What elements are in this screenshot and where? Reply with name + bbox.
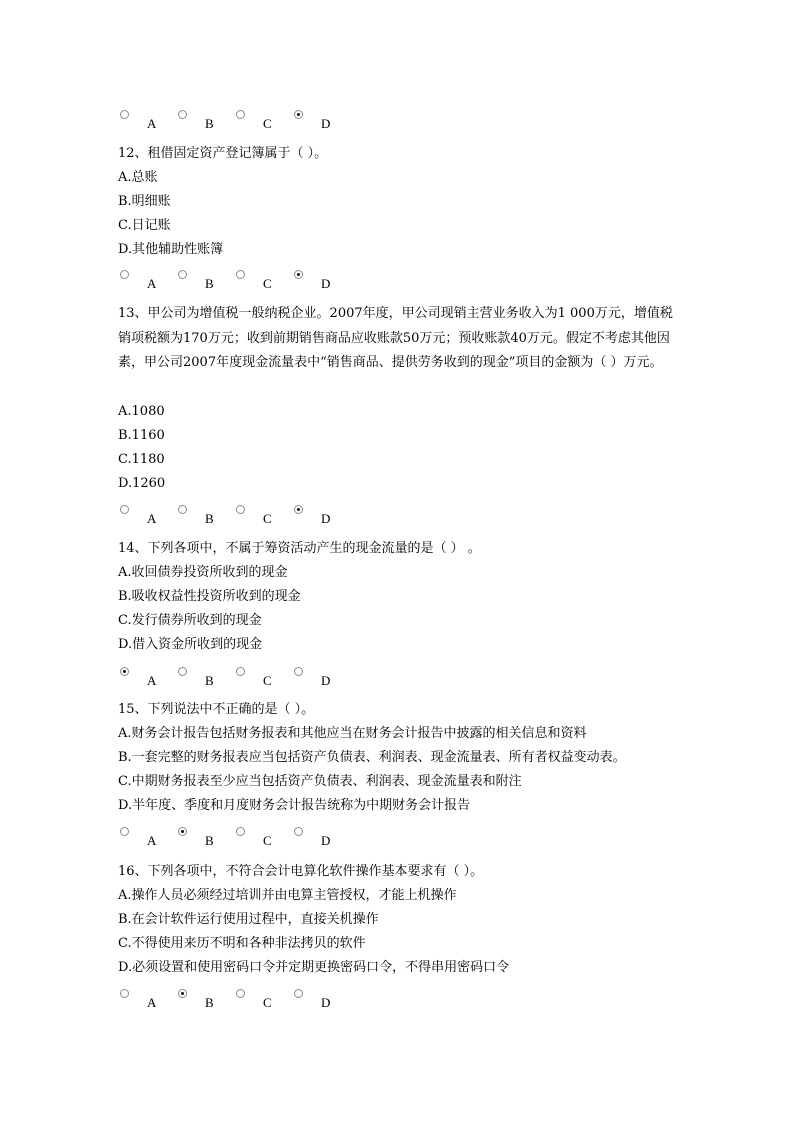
q12-option-c[interactable] bbox=[236, 270, 286, 292]
q15-radio-a[interactable] bbox=[120, 827, 129, 836]
q16-choice-b: B.在会计软件运行使用过程中，直接关机操作 bbox=[118, 912, 379, 927]
q12-option-b[interactable] bbox=[178, 270, 228, 292]
q15-option-d[interactable] bbox=[294, 827, 344, 849]
q13-option-d[interactable] bbox=[294, 505, 344, 527]
q15-option-d-label: D bbox=[321, 833, 331, 848]
q16-radio-a[interactable] bbox=[120, 989, 129, 998]
q15-option-b-label: B bbox=[205, 833, 214, 848]
q16-option-c[interactable] bbox=[236, 989, 286, 1011]
q15-answer-options bbox=[120, 827, 360, 849]
q16-answer-options bbox=[120, 989, 360, 1011]
q11-radio-a[interactable] bbox=[120, 110, 129, 119]
q16-option-d[interactable] bbox=[294, 989, 344, 1011]
q13-option-c-label: C bbox=[263, 511, 272, 526]
q15-question-text: 15、下列说法中不正确的是（ ）。 bbox=[118, 702, 315, 717]
q15-choice-d: D.半年度、季度和月度财务会计报告统称为中期财务会计报告 bbox=[118, 798, 471, 813]
q16-option-b-label: B bbox=[205, 995, 214, 1010]
q16-option-b[interactable] bbox=[178, 989, 228, 1011]
q13-option-b[interactable] bbox=[178, 505, 228, 527]
q14-option-a-label: A bbox=[147, 673, 157, 688]
q16-radio-b[interactable] bbox=[178, 989, 187, 998]
q11-radio-c[interactable] bbox=[236, 110, 245, 119]
q14-option-a[interactable] bbox=[120, 667, 170, 689]
q12-option-d[interactable] bbox=[294, 270, 344, 292]
q15-option-b[interactable] bbox=[178, 827, 228, 849]
q13-radio-b[interactable] bbox=[178, 505, 187, 514]
q15-choice-a: A.财务会计报告包括财务报表和其他应当在财务会计报告中披露的相关信息和资料 bbox=[118, 726, 587, 741]
q15-choice-c: C.中期财务报表至少应当包括资产负债表、利润表、现金流量表和附注 bbox=[118, 774, 522, 789]
q13-choice-d: D.1260 bbox=[118, 476, 166, 491]
q14-option-c-label: C bbox=[263, 673, 272, 688]
q12-radio-a[interactable] bbox=[120, 270, 129, 279]
q11-option-c[interactable] bbox=[236, 110, 286, 132]
q13-radio-c[interactable] bbox=[236, 505, 245, 514]
q16-option-d-label: D bbox=[321, 995, 331, 1010]
q13-answer-options bbox=[120, 505, 360, 527]
q15-radio-c[interactable] bbox=[236, 827, 245, 836]
q13-radio-d[interactable] bbox=[294, 505, 303, 514]
q12-radio-c[interactable] bbox=[236, 270, 245, 279]
q13-option-d-label: D bbox=[321, 511, 331, 526]
q13-choice-b: B.1160 bbox=[118, 428, 165, 443]
q11-option-a[interactable] bbox=[120, 110, 170, 132]
q12-choice-d: D.其他辅助性账簿 bbox=[118, 242, 224, 257]
q11-radio-d[interactable] bbox=[294, 110, 303, 119]
q16-choice-d: D.必须设置和使用密码口令并定期更换密码口令，不得串用密码口令 bbox=[118, 960, 510, 975]
q11-answer-options bbox=[120, 110, 360, 132]
q12-radio-b[interactable] bbox=[178, 270, 187, 279]
q11-radio-b[interactable] bbox=[178, 110, 187, 119]
q11-option-a-label: A bbox=[147, 116, 157, 131]
q11-option-b[interactable] bbox=[178, 110, 228, 132]
q12-option-a[interactable] bbox=[120, 270, 170, 292]
q16-option-a-label: A bbox=[147, 995, 157, 1010]
q14-choice-c: C.发行债券所收到的现金 bbox=[118, 613, 262, 628]
q16-question-text: 16、下列各项中，不符合会计电算化软件操作基本要求有（ ）。 bbox=[118, 864, 484, 879]
q12-radio-d[interactable] bbox=[294, 270, 303, 279]
q12-option-b-label: B bbox=[205, 276, 214, 291]
q12-question-text: 12、租借固定资产登记簿属于（ ）。 bbox=[118, 146, 328, 161]
q16-radio-c[interactable] bbox=[236, 989, 245, 998]
q14-question-text: 14、下列各项中，不属于筹资活动产生的现金流量的是（ ） 。 bbox=[118, 541, 481, 556]
q13-option-a[interactable] bbox=[120, 505, 170, 527]
q12-choice-b: B.明细账 bbox=[118, 194, 171, 209]
q11-option-b-label: B bbox=[205, 116, 214, 131]
q15-option-c[interactable] bbox=[236, 827, 286, 849]
q12-choice-c: C.日记账 bbox=[118, 218, 171, 233]
q13-option-c[interactable] bbox=[236, 505, 286, 527]
q12-option-d-label: D bbox=[321, 276, 331, 291]
q14-option-b-label: B bbox=[205, 673, 214, 688]
q13-option-b-label: B bbox=[205, 511, 214, 526]
q13-option-a-label: A bbox=[147, 511, 157, 526]
q14-radio-a[interactable] bbox=[120, 667, 129, 676]
q16-option-c-label: C bbox=[263, 995, 272, 1010]
q13-radio-a[interactable] bbox=[120, 505, 129, 514]
q11-option-d[interactable] bbox=[294, 110, 344, 132]
q15-radio-b[interactable] bbox=[178, 827, 187, 836]
q16-choice-a: A.操作人员必须经过培训并由电算主管授权，才能上机操作 bbox=[118, 888, 457, 903]
q11-option-c-label: C bbox=[263, 116, 272, 131]
q15-option-a-label: A bbox=[147, 833, 157, 848]
q14-answer-options bbox=[120, 667, 360, 689]
q14-choice-d: D.借入资金所收到的现金 bbox=[118, 637, 263, 652]
q14-option-d-label: D bbox=[321, 673, 331, 688]
q16-option-a[interactable] bbox=[120, 989, 170, 1011]
q14-choice-b: B.吸收权益性投资所收到的现金 bbox=[118, 589, 301, 604]
q12-answer-options bbox=[120, 270, 360, 292]
q12-choice-a: A.总账 bbox=[118, 170, 158, 185]
q16-radio-d[interactable] bbox=[294, 989, 303, 998]
q14-radio-d[interactable] bbox=[294, 667, 303, 676]
q11-option-d-label: D bbox=[321, 116, 331, 131]
q16-choice-c: C.不得使用来历不明和各种非法拷贝的软件 bbox=[118, 936, 366, 951]
q14-option-b[interactable] bbox=[178, 667, 228, 689]
q12-option-c-label: C bbox=[263, 276, 272, 291]
q14-option-c[interactable] bbox=[236, 667, 286, 689]
q14-choice-a: A.收回债券投资所收到的现金 bbox=[118, 565, 288, 580]
q15-option-c-label: C bbox=[263, 833, 272, 848]
q13-choice-c: C.1180 bbox=[118, 452, 165, 467]
q12-option-a-label: A bbox=[147, 276, 157, 291]
q14-radio-b[interactable] bbox=[178, 667, 187, 676]
q15-radio-d[interactable] bbox=[294, 827, 303, 836]
q13-question-text: 13、甲公司为增值税一般纳税企业。2007年度，甲公司现销主营业务收入为1 000万元，增值税销项税额为170万元；收到前期销售商品应收账款50万元；预收账款40万元。假定不考虑其他因素，甲公司2007年度现金流量表中“销售商品、提供劳务收到的现金”项目的金额为（ ）万元。 bbox=[118, 306, 673, 370]
q14-option-d[interactable] bbox=[294, 667, 344, 689]
q14-radio-c[interactable] bbox=[236, 667, 245, 676]
q15-option-a[interactable] bbox=[120, 827, 170, 849]
q13-choice-a: A.1080 bbox=[118, 404, 165, 419]
q15-choice-b: B.一套完整的财务报表应当包括资产负债表、利润表、现金流量表、所有者权益变动表。 bbox=[118, 750, 626, 765]
